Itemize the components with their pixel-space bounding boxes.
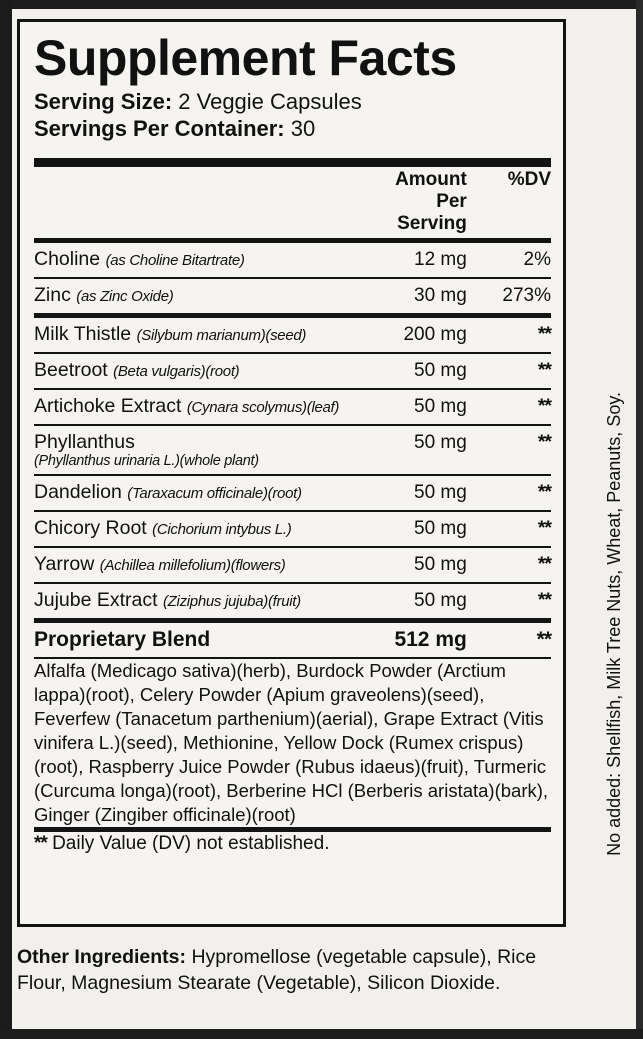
nutrient-amount: 50 mg — [414, 360, 467, 381]
table-row — [34, 279, 551, 313]
nutrient-dv: ** — [537, 359, 551, 381]
nutrient-latin: (Taraxacum officinale) — [127, 485, 268, 502]
dv-note — [34, 832, 551, 856]
nutrient-name: Artichoke Extract — [34, 395, 182, 417]
nutrient-amount: 30 mg — [414, 285, 467, 306]
nutrient-amount: 50 mg — [414, 554, 467, 575]
nutrient-dv: ** — [537, 553, 551, 575]
nutrient-name-cell — [34, 584, 365, 618]
nutrient-dv: ** — [537, 395, 551, 417]
blend-ingredients-text: Alfalfa (Medicago sativa)(herb), Burdock Powder (Arctium lappa)(root), Celery Powder (Apium graveolens)(seed), Feverfew (Tanacetum parthenium)(aerial), Grape Extract (Vitis vinifera L.)(seed), Methionine, Yellow Dock (Rumex crispus)(root), Raspberry Juice Powder (Rubus idaeus)(fruit), Turmeric (Curcuma longa)(root), Berberine HCl (Berberis aristata)(bark), Ginger (Zingiber officinale)(root) — [34, 660, 549, 825]
other-ingredients-label: Other Ingredients: — [17, 946, 187, 968]
nutrient-latin: (Cichorium intybus L.) — [152, 521, 292, 538]
nutrient-name: Beetroot — [34, 359, 108, 381]
divider-thick-top — [34, 158, 551, 167]
nutrient-part: (root) — [267, 485, 302, 502]
dv-note-mark: ** — [34, 833, 47, 854]
nutrient-part: (root) — [205, 363, 240, 380]
nutrient-dv: ** — [537, 589, 551, 611]
nutrient-name-cell — [34, 318, 365, 352]
nutrient-name: Dandelion — [34, 481, 122, 503]
nutrient-name: Chicory Root — [34, 517, 147, 539]
servings-per-container-label: Servings Per Container: — [34, 116, 285, 141]
other-ingredients-section — [17, 944, 577, 996]
table-row — [34, 512, 551, 546]
nutrient-part: (whole plant) — [179, 453, 259, 469]
header-percent-dv: %DV — [507, 169, 551, 190]
nutrient-latin: (as Zinc Oxide) — [76, 288, 174, 305]
dv-note-row — [34, 832, 551, 856]
nutrient-amount: 50 mg — [414, 396, 467, 417]
nutrient-dv: ** — [537, 431, 551, 453]
nutrient-amount: 50 mg — [414, 482, 467, 503]
nutrient-latin: (Beta vulgaris) — [113, 363, 206, 380]
label-edge-bottom — [0, 1029, 643, 1039]
table-row — [34, 426, 551, 474]
nutrient-part: (leaf) — [306, 399, 340, 416]
table-row — [34, 243, 551, 277]
nutrient-latin: (Ziziphus jujuba) — [162, 593, 268, 610]
table-row — [34, 548, 551, 582]
table-row — [34, 354, 551, 388]
blend-ingredients-row — [34, 659, 551, 827]
nutrient-name-cell — [34, 279, 365, 313]
blend-name: Proprietary Blend — [34, 628, 211, 651]
header-blank — [34, 167, 365, 238]
table-row — [34, 318, 551, 352]
header-amount-per-serving: Amount Per Serving — [395, 169, 467, 234]
nutrient-latin: (Silybum marianum) — [136, 327, 266, 344]
nutrition-table — [34, 167, 551, 856]
nutrient-part: (fruit) — [267, 593, 301, 610]
nutrient-name: Milk Thistle — [34, 323, 132, 345]
proprietary-blend-row — [34, 623, 551, 657]
nutrient-latin: (as Choline Bitartrate) — [105, 252, 245, 269]
nutrient-dv: ** — [537, 323, 551, 345]
blend-amount: 512 mg — [394, 628, 467, 651]
nutrient-amount: 12 mg — [414, 249, 467, 270]
nutrient-amount: 50 mg — [414, 518, 467, 539]
nutrient-name: Jujube Extract — [34, 589, 158, 611]
nutrient-latin: (Cynara scolymus) — [186, 399, 307, 416]
nutrient-name-cell — [34, 512, 365, 546]
nutrient-name-cell — [34, 548, 365, 582]
dv-note-text: Daily Value (DV) not established. — [52, 833, 330, 854]
allergen-statement: No added: Shellfish, Milk Tree Nuts, Wheat, Peanuts, Soy. — [604, 392, 624, 856]
nutrient-name-cell — [34, 390, 365, 424]
serving-size-label: Serving Size: — [34, 89, 173, 114]
other-ingredients-text: Hypromellose (vegetable capsule), Rice Flour, Magnesium Stearate (Vegetable), Silicon Dioxide. — [17, 946, 537, 994]
label-edge-left — [0, 0, 12, 1039]
nutrient-name: Yarrow — [34, 553, 95, 575]
nutrient-name: Zinc — [34, 284, 71, 306]
panel-title: Supplement Facts — [34, 30, 457, 86]
label-edge-top — [0, 0, 643, 9]
table-row — [34, 476, 551, 510]
nutrient-amount: 50 mg — [414, 590, 467, 611]
blend-dv: ** — [536, 628, 551, 651]
nutrient-dv: 273% — [502, 285, 551, 306]
table-header-row — [34, 167, 551, 238]
table-row — [34, 390, 551, 424]
table-row — [34, 584, 551, 618]
supplement-facts-panel — [17, 19, 566, 927]
nutrient-name-cell — [34, 243, 365, 277]
nutrient-part: (seed) — [265, 327, 307, 344]
nutrient-name-cell — [34, 426, 365, 474]
nutrient-dv: ** — [537, 481, 551, 503]
nutrient-name: Phyllanthus — [34, 431, 135, 453]
servings-per-container-line — [34, 115, 551, 142]
nutrient-latin-part — [34, 453, 365, 470]
label-edge-right — [636, 0, 643, 1039]
nutrient-name-cell — [34, 354, 365, 388]
serving-size-value: 2 Veggie Capsules — [178, 89, 362, 114]
nutrient-latin: (Phyllanthus urinaria L.) — [34, 453, 180, 469]
nutrient-dv: 2% — [523, 249, 551, 270]
nutrient-name: Choline — [34, 248, 101, 270]
nutrient-latin: (Achillea millefolium) — [99, 557, 231, 574]
nutrient-amount: 50 mg — [414, 432, 467, 453]
nutrient-part: (flowers) — [230, 557, 286, 574]
serving-size-line — [34, 88, 551, 115]
servings-per-container-value: 30 — [290, 116, 316, 141]
nutrient-dv: ** — [537, 517, 551, 539]
nutrient-name-cell — [34, 476, 365, 510]
nutrient-amount: 200 mg — [403, 324, 467, 345]
